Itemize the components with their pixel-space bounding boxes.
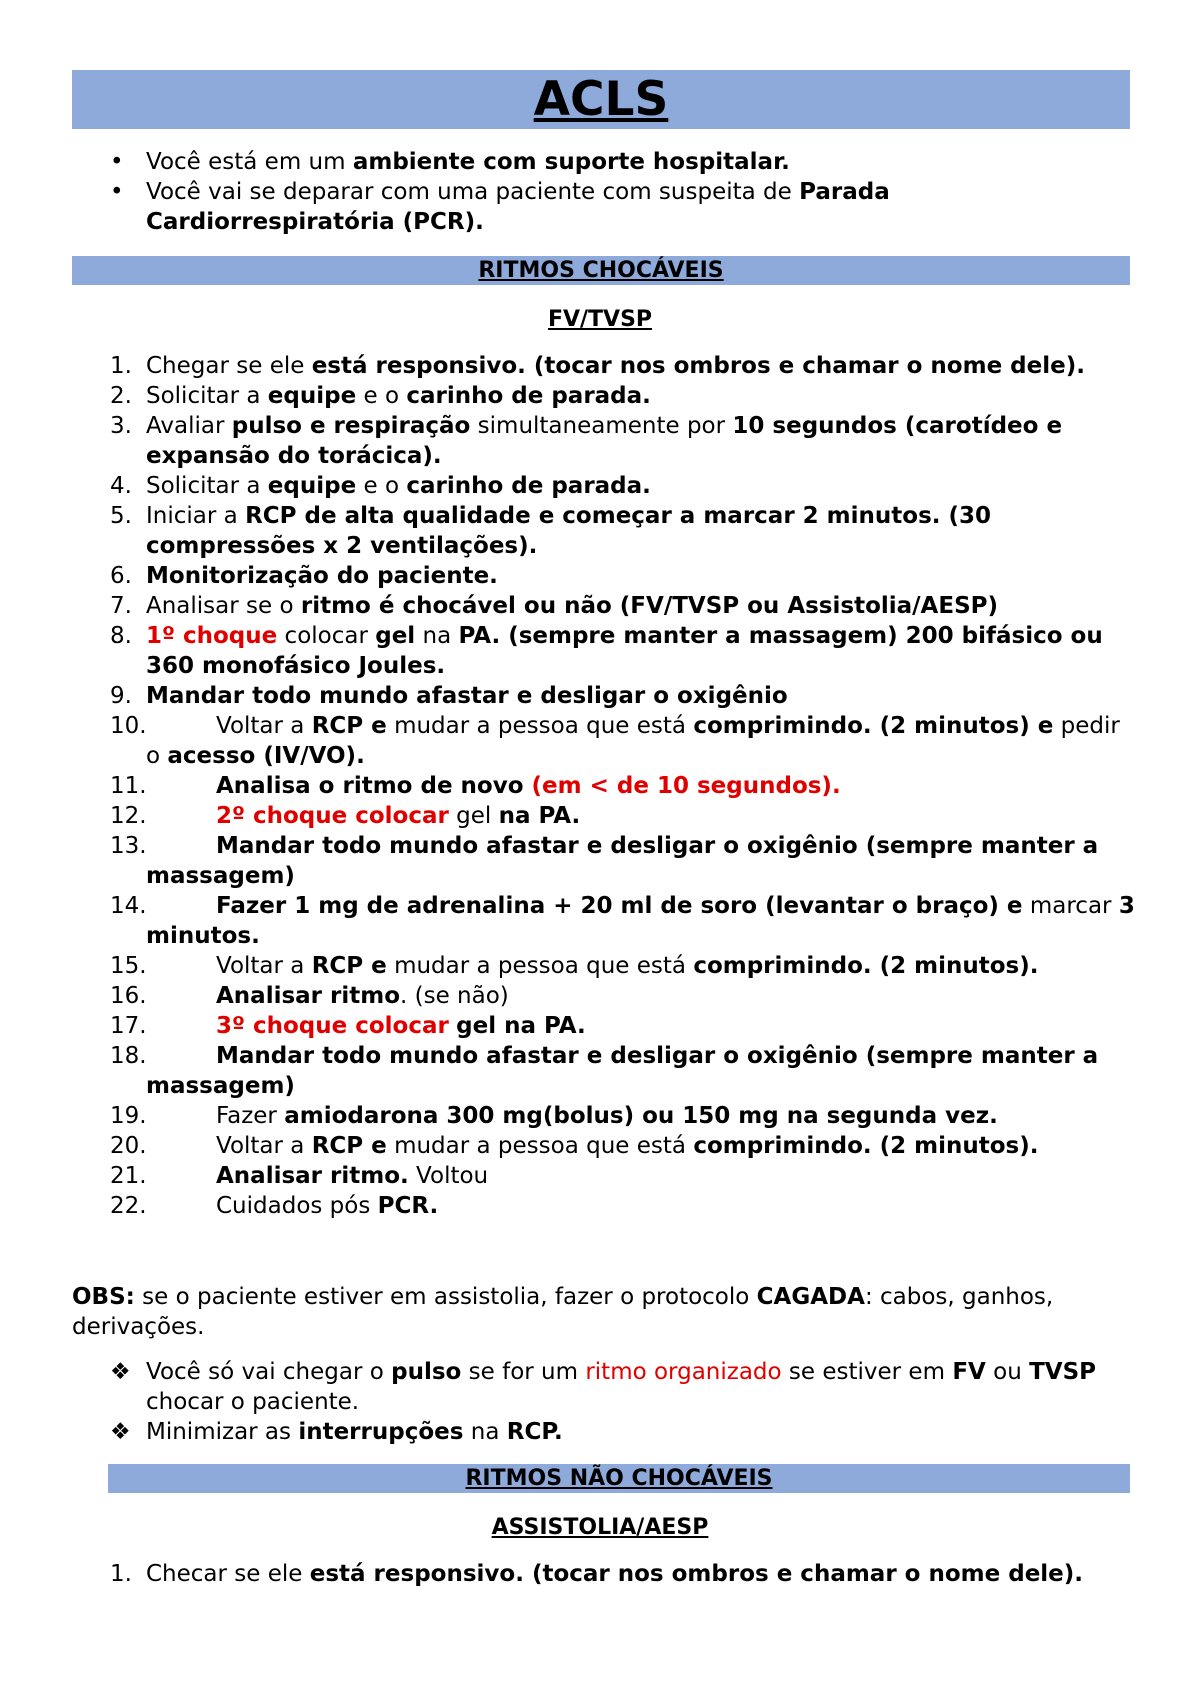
text-run: Avaliar — [146, 413, 232, 439]
step-number: 4. — [110, 473, 132, 499]
step-number: 11. — [110, 773, 147, 799]
text-run: mudar a pessoa que está — [386, 713, 694, 739]
text-run: colocar — [277, 623, 376, 649]
steps-list-non-shockable — [72, 1559, 1138, 1589]
step-item — [72, 831, 1138, 891]
text-run: Monitorização do paciente. — [146, 563, 498, 589]
step-number: 12. — [110, 803, 147, 829]
text-run: gel na PA. — [456, 1013, 586, 1039]
diamond-bullet-icon: ❖ — [110, 1419, 131, 1445]
text-run: comprimindo. (2 minutos). — [693, 953, 1039, 979]
text-run: na PA. — [498, 803, 581, 829]
text-run: está responsivo. (tocar nos ombros e chamar o nome dele). — [311, 353, 1085, 379]
text-run: gel — [448, 803, 499, 829]
step-number: 10. — [110, 713, 147, 739]
text-run: 2º choque colocar — [216, 803, 449, 829]
step-item — [72, 351, 1138, 381]
text-run: PCR. — [377, 1193, 439, 1219]
text-run: Mandar todo mundo afastar e desligar o oxigênio (sempre manter a massagem) — [146, 833, 1099, 889]
text-run: ritmo organizado — [585, 1359, 782, 1385]
step-item — [72, 501, 1138, 561]
step-item — [72, 621, 1138, 681]
text-run: equipe — [267, 383, 357, 409]
step-number: 17. — [110, 1013, 147, 1039]
text-run: interrupções — [298, 1419, 464, 1445]
text-run: Fazer — [216, 1103, 285, 1129]
text-run: Mandar todo mundo afastar e desligar o oxigênio (sempre manter a massagem) — [146, 1043, 1099, 1099]
text-run: Solicitar a — [146, 383, 268, 409]
text-run: mudar a pessoa que está — [386, 1133, 694, 1159]
step-item — [72, 1559, 1138, 1589]
step-number: 20. — [110, 1133, 147, 1159]
text-run: 3º choque colocar — [216, 1013, 449, 1039]
text-run: RCP e — [311, 1133, 387, 1159]
text-run: TVSP — [1029, 1359, 1097, 1385]
text-run: Mandar todo mundo afastar e desligar o oxigênio — [146, 683, 788, 709]
text-run: RCP e — [311, 953, 387, 979]
text-run: FV — [952, 1359, 986, 1385]
step-number: 1. — [110, 353, 132, 379]
sub-heading-assistolia: ASSISTOLIA/AESP — [491, 1515, 709, 1540]
text-run: . (se não) — [400, 983, 509, 1009]
text-run: chocar o paciente. — [146, 1389, 360, 1415]
step-item — [72, 591, 1138, 621]
step-number: 5. — [110, 503, 132, 529]
text-run: pedir o — [146, 713, 1120, 769]
diamond-bullet-icon: ❖ — [110, 1359, 131, 1385]
text-run: RCP. — [506, 1419, 563, 1445]
step-number: 22. — [110, 1193, 147, 1219]
section-bar-shockable — [72, 256, 1130, 285]
text-run: Iniciar a — [146, 503, 246, 529]
text-run: ou — [985, 1359, 1030, 1385]
step-item — [72, 1131, 1138, 1161]
text-run: Cuidados pós — [216, 1193, 378, 1219]
step-item — [72, 891, 1138, 951]
text-run: 1º choque — [146, 623, 278, 649]
step-number: 13. — [110, 833, 147, 859]
step-number: 2. — [110, 383, 132, 409]
text-run: ritmo é chocável ou não (FV/TVSP ou Assistolia/AESP) — [300, 593, 999, 619]
step-number: 8. — [110, 623, 132, 649]
text-run: e o — [356, 383, 407, 409]
list-item — [72, 147, 1132, 177]
step-number: 15. — [110, 953, 147, 979]
obs-note — [72, 1282, 1132, 1342]
text-run: 3 minutos. — [146, 893, 1135, 949]
text-run: Analisa o ritmo de novo — [216, 773, 532, 799]
text-run: equipe — [267, 473, 357, 499]
step-item — [72, 561, 1138, 591]
text-run: Analisar se o — [146, 593, 301, 619]
text-run: e o — [356, 473, 407, 499]
text-run: Parada Cardiorrespiratória (PCR). — [146, 179, 890, 235]
step-number: 1. — [110, 1561, 132, 1587]
text-run: Voltar a — [216, 1133, 312, 1159]
section-title-shockable: RITMOS CHOCÁVEIS — [478, 258, 724, 283]
text-run: Fazer 1 mg de adrenalina + 20 ml de soro (levantar o braço) e — [216, 893, 1023, 919]
step-item — [72, 711, 1138, 771]
step-item — [72, 771, 1138, 801]
step-number: 19. — [110, 1103, 147, 1129]
text-run: (em < de 10 segundos). — [531, 773, 841, 799]
text-run: na — [463, 1419, 507, 1445]
step-number: 14. — [110, 893, 147, 919]
text-run: Minimizar as — [146, 1419, 299, 1445]
sub-heading-fv-tvsp: FV/TVSP — [547, 307, 653, 332]
step-number: 21. — [110, 1163, 147, 1189]
text-run: ambiente com suporte hospitalar. — [352, 149, 790, 175]
bullet-dot-icon: • — [110, 179, 124, 205]
steps-list-shockable — [72, 351, 1138, 1221]
text-run: gel — [375, 623, 416, 649]
text-run: Analisar ritmo — [216, 983, 401, 1009]
text-run: se for um — [461, 1359, 586, 1385]
text-run: carinho de parada. — [406, 473, 651, 499]
list-item — [72, 177, 1132, 237]
text-run: : cabos, ganhos, derivações. — [72, 1284, 1054, 1340]
text-run: na — [415, 623, 459, 649]
document-title: ACLS — [533, 72, 669, 127]
step-item — [72, 1011, 1138, 1041]
text-run: comprimindo. (2 minutos). — [693, 1133, 1039, 1159]
step-item — [72, 411, 1138, 471]
text-run: acesso (IV/VO). — [167, 743, 365, 769]
section-bar-non-shockable — [108, 1464, 1130, 1493]
text-run: carinho de parada. — [406, 383, 651, 409]
tips-list — [72, 1357, 1132, 1447]
step-item — [72, 981, 1138, 1011]
step-item — [72, 471, 1138, 501]
list-item — [72, 1417, 1132, 1447]
text-run: Solicitar a — [146, 473, 268, 499]
bullet-dot-icon: • — [110, 149, 124, 175]
step-item — [72, 1191, 1138, 1221]
text-run: Chegar se ele — [146, 353, 312, 379]
section-title-non-shockable: RITMOS NÃO CHOCÁVEIS — [465, 1466, 773, 1491]
title-bar — [72, 70, 1130, 129]
text-run: Voltou — [408, 1163, 489, 1189]
step-item — [72, 1041, 1138, 1101]
text-run: Voltar a — [216, 953, 312, 979]
text-run: OBS: — [72, 1284, 135, 1310]
step-number: 16. — [110, 983, 147, 1009]
step-item — [72, 801, 1138, 831]
text-run: RCP e — [311, 713, 387, 739]
step-number: 18. — [110, 1043, 147, 1069]
text-run: pulso e respiração — [231, 413, 471, 439]
text-run: mudar a pessoa que está — [386, 953, 694, 979]
text-run: 10 segundos (carotídeo e expansão do torácica). — [146, 413, 1063, 469]
text-run: se o paciente estiver em assistolia, fazer o protocolo — [134, 1284, 757, 1310]
text-run: marcar — [1022, 893, 1119, 919]
step-item — [72, 951, 1138, 981]
text-run: Voltar a — [216, 713, 312, 739]
text-run: amiodarona 300 mg(bolus) ou 150 mg na segunda vez. — [284, 1103, 998, 1129]
text-run: RCP de alta qualidade e começar a marcar 2 minutos. (30 compressões x 2 ventilações). — [146, 503, 992, 559]
step-item — [72, 381, 1138, 411]
text-run: Você só vai chegar o — [146, 1359, 392, 1385]
step-item — [72, 681, 1138, 711]
step-number: 3. — [110, 413, 132, 439]
intro-list — [72, 147, 1132, 237]
text-run: simultaneamente por — [470, 413, 733, 439]
step-number: 7. — [110, 593, 132, 619]
step-item — [72, 1161, 1138, 1191]
step-item — [72, 1101, 1138, 1131]
text-run: Você vai se deparar com uma paciente com suspeita de — [146, 179, 800, 205]
text-run: Checar se ele — [146, 1561, 310, 1587]
text-run: está responsivo. (tocar nos ombros e chamar o nome dele). — [309, 1561, 1084, 1587]
text-run: pulso — [391, 1359, 462, 1385]
text-run: Analisar ritmo. — [216, 1163, 409, 1189]
step-number: 9. — [110, 683, 132, 709]
text-run: se estiver em — [781, 1359, 953, 1385]
text-run: PA. (sempre manter a massagem) 200 bifásico ou 360 monofásico Joules. — [146, 623, 1103, 679]
step-number: 6. — [110, 563, 132, 589]
text-run: comprimindo. (2 minutos) e — [693, 713, 1054, 739]
list-item — [72, 1357, 1132, 1417]
text-run: Você está em um — [146, 149, 353, 175]
text-run: CAGADA — [756, 1284, 865, 1310]
